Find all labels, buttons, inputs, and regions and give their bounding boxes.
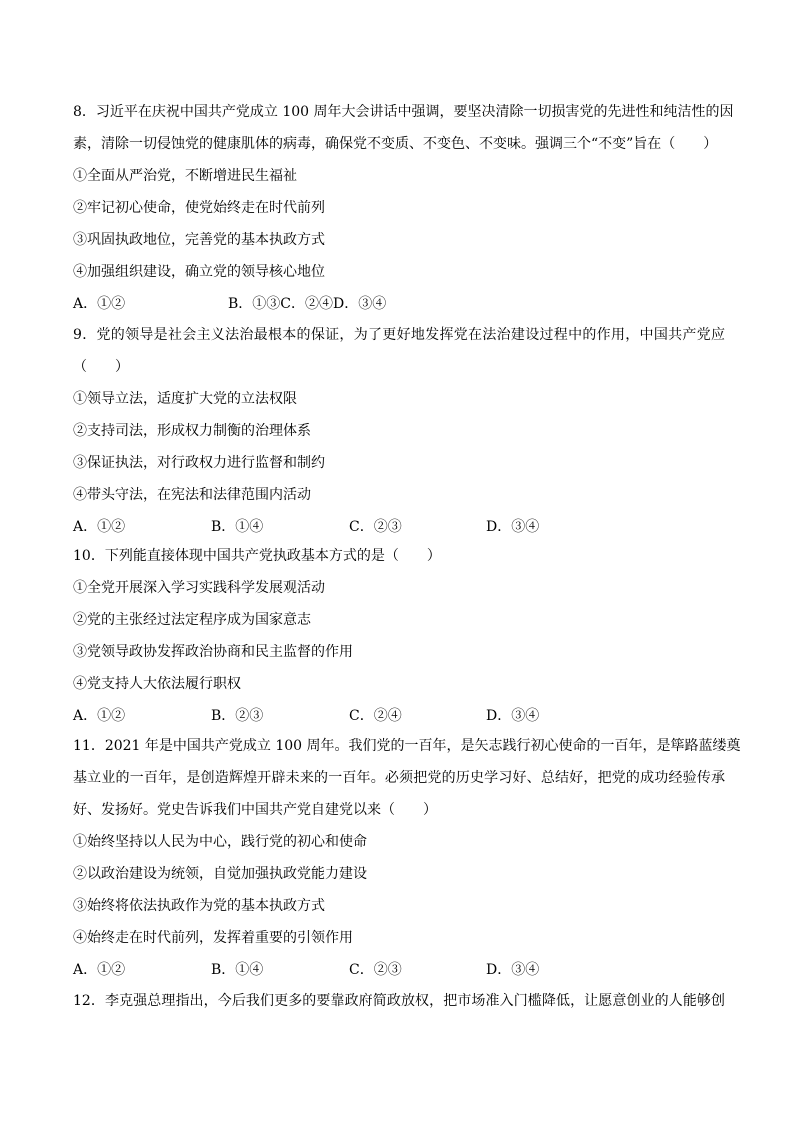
answer-choices bbox=[73, 954, 725, 986]
choice-c: C．②④ bbox=[349, 708, 402, 724]
statement-item: ③巩固执政地位，完善党的基本执政方式 bbox=[73, 232, 325, 248]
statement-item: ④党支持人大依法履行职权 bbox=[73, 676, 241, 692]
choice-a: A．①② bbox=[73, 296, 126, 312]
question-9 bbox=[73, 319, 725, 543]
question-8 bbox=[73, 96, 734, 320]
answer-choices bbox=[73, 700, 725, 732]
statement-item: ③始终将依法执政作为党的基本执政方式 bbox=[73, 898, 325, 914]
choice-d: D．③④ bbox=[486, 519, 540, 535]
choice-d: D．③④ bbox=[486, 962, 540, 978]
answer-choices bbox=[73, 511, 725, 543]
choice-b: B．①④ bbox=[211, 962, 264, 978]
choice-b: B．②③ bbox=[211, 708, 264, 724]
choice-b: B．①④ bbox=[211, 519, 264, 535]
question-12 bbox=[73, 985, 725, 1017]
choice-a: A．①② bbox=[73, 708, 126, 724]
question-stem-line: 素，清除一切侵蚀党的健康肌体的病毒，确保党不变质、不变色、不变味。强调三个“不变”旨在（ ） bbox=[73, 136, 718, 152]
statement-item: ①始终坚持以人民为中心，践行党的初心和使命 bbox=[73, 834, 367, 850]
statement-item: ①全面从严治党，不断增进民生福祉 bbox=[73, 168, 297, 184]
statement-item: ①领导立法，适度扩大党的立法权限 bbox=[73, 391, 297, 407]
statement-item: ③党领导政协发挥政治协商和民主监督的作用 bbox=[73, 644, 353, 660]
choice-b-c-d: B．①③C．②④D．③④ bbox=[228, 296, 387, 312]
choice-a: A．①② bbox=[73, 519, 126, 535]
question-10 bbox=[73, 540, 725, 732]
answer-choices bbox=[73, 288, 725, 320]
question-stem-line: 8．习近平在庆祝中国共产党成立 100 周年大会讲话中强调，要坚决清除一切损害党的先进性和纯洁性的因 bbox=[73, 104, 734, 120]
statement-item: ②牢记初心使命，使党始终走在时代前列 bbox=[73, 200, 325, 216]
question-stem-line: （ ） bbox=[73, 359, 129, 375]
statement-item: ②支持司法，形成权力制衡的治理体系 bbox=[73, 423, 311, 439]
question-stem-line: 9．党的领导是社会主义法治最根本的保证，为了更好地发挥党在法治建设过程中的作用，中国共产党应 bbox=[73, 327, 725, 343]
statement-item: ④始终走在时代前列，发挥着重要的引领作用 bbox=[73, 930, 353, 946]
statement-item: ②以政治建设为统领，自觉加强执政党能力建设 bbox=[73, 866, 367, 882]
statement-item: ①全党开展深入学习实践科学发展观活动 bbox=[73, 580, 325, 596]
question-stem-line: 基立业的一百年，是创造辉煌开辟未来的一百年。必须把党的历史学习好、总结好，把党的成功经验传承 bbox=[73, 770, 725, 786]
statement-item: ③保证执法，对行政权力进行监督和制约 bbox=[73, 455, 325, 471]
question-stem-line: 11．2021 年是中国共产党成立 100 周年。我们党的一百年，是矢志践行初心使命的一百年，是筚路蓝缕奠 bbox=[73, 738, 741, 754]
statement-item: ④加强组织建设，确立党的领导核心地位 bbox=[73, 264, 325, 280]
statement-item: ②党的主张经过法定程序成为国家意志 bbox=[73, 612, 311, 628]
question-11 bbox=[73, 730, 741, 986]
question-stem-line: 12．李克强总理指出，今后我们更多的要靠政府简政放权，把市场准入门槛降低，让愿意创业的人能够创 bbox=[73, 993, 725, 1009]
statement-item: ④带头守法，在宪法和法律范围内活动 bbox=[73, 487, 311, 503]
choice-a: A．①② bbox=[73, 962, 126, 978]
choice-d: D．③④ bbox=[486, 708, 540, 724]
choice-c: C．②③ bbox=[349, 962, 402, 978]
choice-c: C．②③ bbox=[349, 519, 402, 535]
question-stem-line: 10．下列能直接体现中国共产党执政基本方式的是（ ） bbox=[73, 548, 441, 564]
question-stem-line: 好、发扬好。党史告诉我们中国共产党自建党以来（ ） bbox=[73, 802, 437, 818]
